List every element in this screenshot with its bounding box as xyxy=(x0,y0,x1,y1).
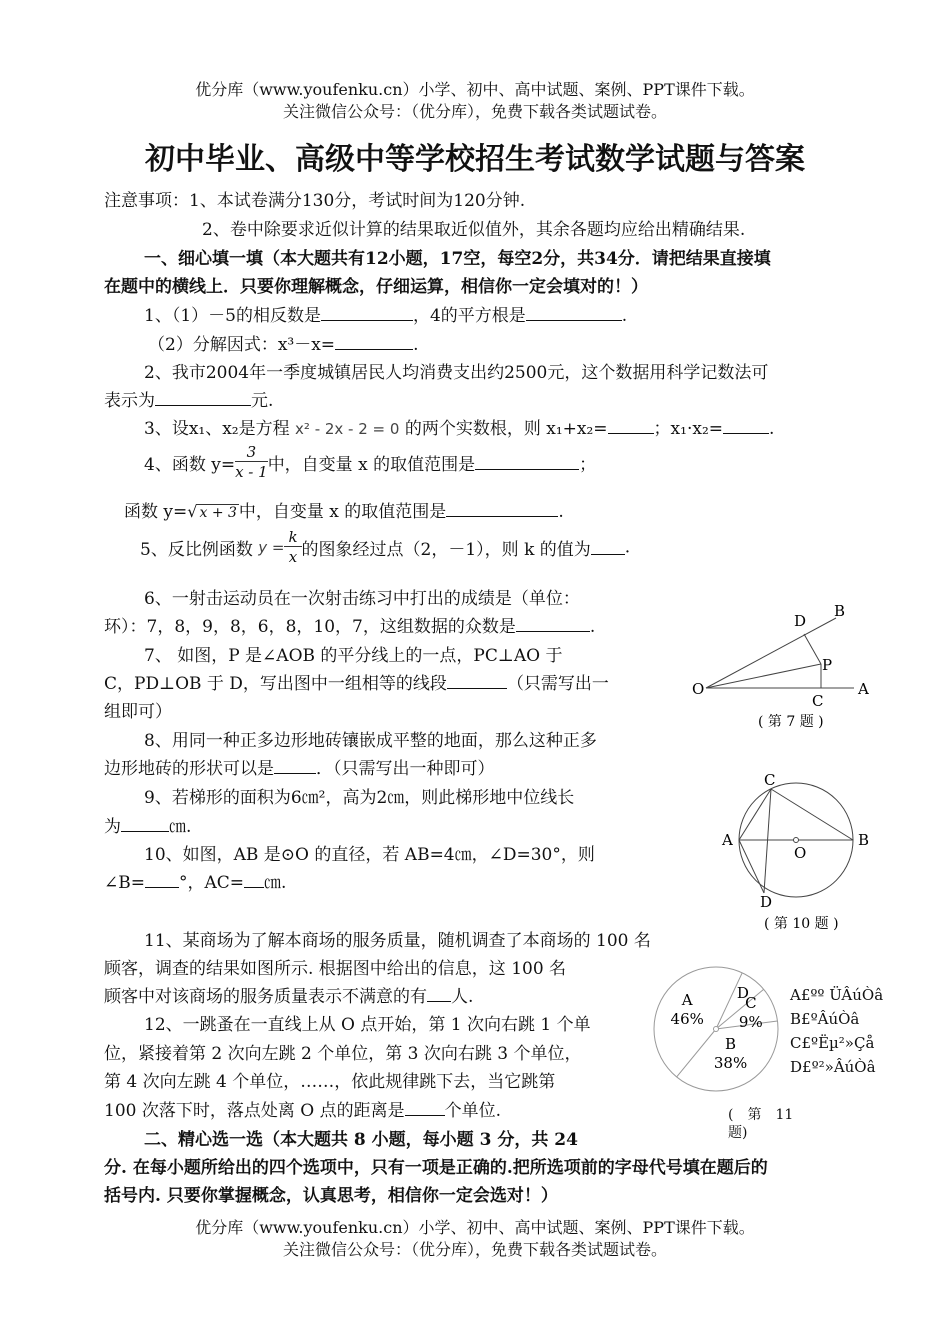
q3-text3: ；x₁·x₂= xyxy=(653,419,723,439)
q10-text2: °，AC= xyxy=(178,873,245,893)
question-8-cont xyxy=(104,754,495,779)
q3-text2: 的两个实数根，则 x₁+x₂= xyxy=(404,419,608,439)
q4-text4: 函数 y= xyxy=(124,502,188,522)
q4-fraction xyxy=(235,443,268,482)
answer-blank[interactable] xyxy=(405,1101,445,1116)
q7-text: C，PD⊥OB 于 D，写出图中一组相等的线段 xyxy=(104,674,447,694)
q8-text2: ．（只需写出一种即可） xyxy=(316,759,495,779)
q4-text2: 中，自变量 x 的取值范围是 xyxy=(267,455,476,475)
answer-blank[interactable] xyxy=(591,540,625,555)
q4-numerator: 3 xyxy=(235,443,268,462)
q2-text2: 元. xyxy=(251,391,274,411)
pie-slice-boundary xyxy=(677,1029,716,1077)
pie-category-label: C xyxy=(745,993,757,1012)
label-C: C xyxy=(764,771,776,789)
q1a-text2: ，4的平方根是 xyxy=(412,306,526,326)
question-7-cont xyxy=(104,669,609,694)
q3-equation: x² - 2x - 2 = 0 xyxy=(295,420,400,438)
question-7-cont2: 组即可） xyxy=(104,702,172,722)
question-4a xyxy=(144,443,596,482)
q12-text: 100 次落下时，落点处离 O 点的距离是 xyxy=(104,1101,405,1121)
question-8: 8、用同一种正多边形地砖镶嵌成平整的地面，那么这种正多 xyxy=(144,731,597,751)
q11-text: 顾客中对该商场的服务质量表示不满意的有 xyxy=(104,987,427,1007)
legend-item-c: C£ºËµ²»Çå xyxy=(790,1034,875,1052)
question-7: 7、 如图，P 是∠AOB 的平分线上的一点，PC⊥AO 于 xyxy=(144,646,563,666)
chord-CB xyxy=(771,789,853,840)
answer-blank[interactable] xyxy=(121,817,169,832)
question-12-cont3 xyxy=(104,1096,501,1121)
q3-text: 3、设x₁、x₂是方程 xyxy=(144,419,290,439)
section2-heading: 二、精心选一选（本大题共 8 小题，每小题 3 分，共 24 xyxy=(144,1130,578,1150)
question-1a xyxy=(144,301,627,326)
q4-text5: 中，自变量 x 的取值范围是 xyxy=(238,502,447,522)
q7-text2: （只需写出一 xyxy=(506,674,609,694)
pie-center xyxy=(714,1027,719,1032)
label-O: O xyxy=(794,844,807,862)
question-2-cont xyxy=(104,386,273,411)
label-C: C xyxy=(812,692,824,710)
question-6: 6、一射击运动员在一次射击练习中打出的成绩是（单位： xyxy=(144,589,580,609)
q4-text3: ； xyxy=(579,455,597,475)
answer-blank[interactable] xyxy=(145,873,179,888)
q6-text: 环）：7，8，9，8，6，8，10，7，这组数据的众数是 xyxy=(104,617,516,637)
question-10-cont xyxy=(104,868,286,893)
legend-item-a: A£ºº ÜÂúÒâ xyxy=(790,986,884,1004)
figure-7-angle-diagram xyxy=(686,598,886,738)
q4-text: 4、函数 y= xyxy=(144,455,236,475)
footer-line-2: 关注微信公众号：（优分库），免费下载各类试题试卷。 xyxy=(282,1240,667,1259)
header-line-1: 优分库（www.youfenku.cn）小学、初中、高中试题、案例、PPT课件下载。 xyxy=(195,80,755,99)
label-A: A xyxy=(858,680,869,698)
q1b-text2: . xyxy=(413,335,419,355)
section1-heading: 一、细心填一填（本大题共有12小题，17空，每空2分，共34分．请把结果直接填 xyxy=(144,249,771,269)
q10-text: ∠B= xyxy=(104,873,145,893)
q1b-text: （2）分解因式：x³－x= xyxy=(148,335,336,355)
q5-lhs: y = xyxy=(258,538,285,557)
footer-line-1: 优分库（www.youfenku.cn）小学、初中、高中试题、案例、PPT课件下载。 xyxy=(195,1218,755,1237)
q10-text3: ㎝. xyxy=(264,873,287,893)
label-A: A xyxy=(722,831,733,849)
pie-category-label: B xyxy=(725,1035,737,1054)
segment-PD xyxy=(804,634,821,664)
q5-text2: 的图象经过点（2，－1），则 k 的值为 xyxy=(301,540,591,560)
question-12-cont2: 第 4 次向左跳 4 个单位，……，依此规律跳下去，当它跳第 xyxy=(104,1072,556,1092)
bisector-OP xyxy=(706,664,821,688)
answer-blank[interactable] xyxy=(427,987,451,1002)
question-1b xyxy=(148,330,418,355)
q11-text2: 人. xyxy=(451,987,474,1007)
pie-value-label: 46% xyxy=(670,1009,704,1028)
figure-11-caption: ( 第 11 xyxy=(728,1107,794,1123)
q12-text2: 个单位. xyxy=(444,1101,502,1121)
answer-blank[interactable] xyxy=(335,335,413,350)
pie-legend xyxy=(790,983,883,1079)
q5-denominator: x xyxy=(288,548,298,566)
q5-numerator: k xyxy=(284,528,301,547)
label-P: P xyxy=(822,656,833,674)
label-D: D xyxy=(794,612,807,630)
question-5 xyxy=(140,528,630,567)
pie-value-label: 38% xyxy=(713,1054,748,1073)
q2-text: 表示为 xyxy=(104,391,155,411)
answer-blank[interactable] xyxy=(608,419,654,434)
answer-blank[interactable] xyxy=(274,759,316,774)
q5-fraction xyxy=(284,528,301,567)
label-D: D xyxy=(760,893,773,911)
figure-11-caption-cont: 题) xyxy=(728,1125,748,1141)
q3-text4: . xyxy=(769,419,775,439)
question-11-cont2 xyxy=(104,982,473,1007)
question-2: 2、我市2004年一季度城镇居民人均消费支出约2500元，这个数据用科学记数法可 xyxy=(144,363,769,383)
answer-blank[interactable] xyxy=(446,502,558,517)
q6-text2: . xyxy=(589,617,596,637)
q9-text: 为 xyxy=(104,817,121,837)
question-12: 12、一跳蚤在一直线上从 O 点开始，第 1 次向右跳 1 个单 xyxy=(144,1015,591,1035)
question-6-cont xyxy=(104,612,595,637)
q5-text3: . xyxy=(624,537,631,558)
figure-7-caption: ( 第 7 题 ) xyxy=(758,714,824,730)
center-O xyxy=(794,838,799,843)
sqrt-icon: √ xyxy=(187,502,198,521)
section2-heading-cont: 分. 在每小题所给出的四个选项中，只有一项是正确的.把所选项前的字母代号填在题后的 xyxy=(104,1158,768,1178)
answer-blank[interactable] xyxy=(475,455,579,470)
label-B: B xyxy=(834,602,846,620)
header-line-2: 关注微信公众号：（优分库），免费下载各类试题试卷。 xyxy=(282,102,667,121)
figure-11-pie-chart xyxy=(650,960,785,1095)
label-B: B xyxy=(858,831,870,849)
section2-heading-cont2: 括号内. 只要你掌握概念，认真思考，相信你一定会选对！） xyxy=(104,1186,558,1206)
q1a-text3: . xyxy=(621,306,628,326)
question-10: 10、如图，AB 是⊙O 的直径，若 AB=4㎝，∠D=30°，则 xyxy=(144,845,595,865)
question-3 xyxy=(144,414,774,439)
chord-AD xyxy=(739,840,764,893)
label-O: O xyxy=(692,680,705,698)
chord-CA xyxy=(739,789,771,840)
answer-blank[interactable] xyxy=(526,306,622,321)
note-2: 2、卷中除要求近似计算的结果取近似值外，其余各题均应给出精确结果. xyxy=(202,220,746,240)
legend-item-d: D£º²»ÂúÒâ xyxy=(790,1058,876,1076)
figure-10-caption: ( 第 10 题 ) xyxy=(764,916,839,932)
answer-blank[interactable] xyxy=(447,674,507,689)
figure-10-circle-diagram xyxy=(716,766,886,936)
question-11: 11、某商场为了解本商场的服务质量，随机调查了本商场的 100 名 xyxy=(144,931,651,951)
q5-text: 5、反比例函数 xyxy=(140,540,253,560)
chord-CD xyxy=(764,789,771,893)
question-9-cont xyxy=(104,812,191,837)
answer-blank[interactable] xyxy=(723,419,769,434)
ray-OB xyxy=(706,618,836,688)
question-9: 9、若梯形的面积为6㎝²，高为2㎝，则此梯形地中位线长 xyxy=(144,788,575,808)
pie-value-label: 9% xyxy=(738,1012,763,1031)
answer-blank[interactable] xyxy=(321,306,413,321)
page-title: 初中毕业、高级中等学校招生考试数学试题与答案 xyxy=(145,142,805,177)
answer-blank[interactable] xyxy=(516,617,590,632)
q4-radicand: x + 3 xyxy=(199,505,237,521)
q4-denominator: x - 1 xyxy=(235,463,268,481)
section1-heading-cont: 在题中的横线上．只要你理解概念，仔细运算，相信你一定会填对的！） xyxy=(104,277,648,297)
q8-text: 边形地砖的形状可以是 xyxy=(104,759,274,779)
pie-category-label: A xyxy=(681,990,693,1009)
answer-blank[interactable] xyxy=(155,391,251,406)
note-1: 注意事项：1、本试卷满分130分，考试时间为120分钟. xyxy=(104,191,526,211)
answer-blank[interactable] xyxy=(244,873,264,888)
q9-text2: ㎝. xyxy=(169,817,192,837)
q1a-text: 1、（1）－5的相反数是 xyxy=(144,306,321,326)
pie-category-label: D xyxy=(736,984,749,1003)
legend-item-b: B£ºÂúÒâ xyxy=(790,1010,860,1028)
question-11-cont: 顾客，调查的结果如图所示. 根据图中给出的信息，这 100 名 xyxy=(104,959,567,979)
question-12-cont: 位，紧接着第 2 次向左跳 2 个单位，第 3 次向右跳 3 个单位， xyxy=(104,1044,582,1064)
question-4b xyxy=(124,497,564,522)
q4-text6: . xyxy=(558,502,564,522)
